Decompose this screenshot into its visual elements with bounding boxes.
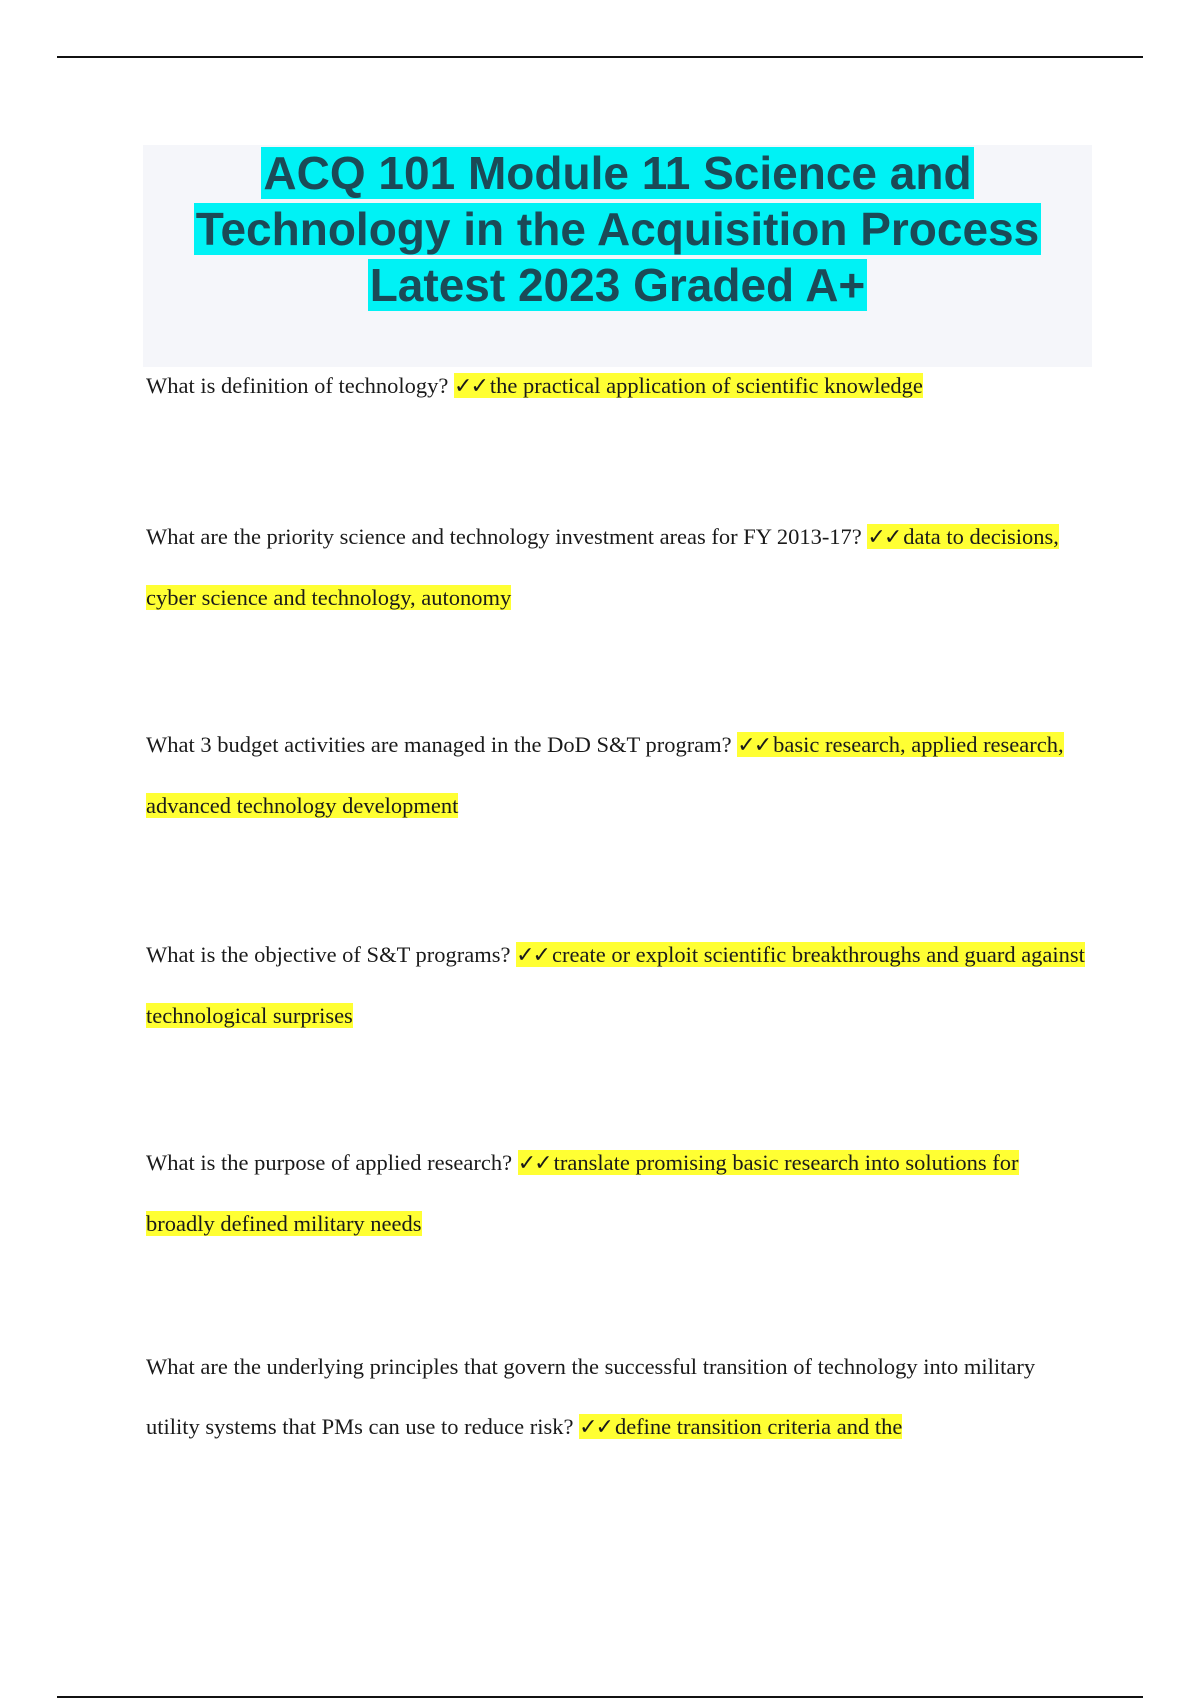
question-text: What is the objective of S&T programs? <box>146 942 511 967</box>
answer-text: translate promising basic research into solutions for broadly defined military needs <box>146 1150 1019 1236</box>
double-check-icon: ✓✓ <box>737 733 771 758</box>
qa-item <box>146 925 1086 1046</box>
qa-item <box>146 507 1086 628</box>
qa-item <box>146 1337 1086 1458</box>
double-check-icon: ✓✓ <box>454 374 487 399</box>
answer-highlight <box>579 1414 902 1439</box>
double-check-icon: ✓✓ <box>867 525 901 550</box>
question-text: What is the purpose of applied research? <box>146 1150 513 1175</box>
top-rule <box>57 56 1143 58</box>
double-check-icon: ✓✓ <box>579 1415 612 1440</box>
qa-item <box>146 356 1086 417</box>
question-text: What are the priority science and technology investment areas for FY 2013-17? <box>146 524 862 549</box>
double-check-icon: ✓✓ <box>516 943 549 968</box>
title-block <box>143 145 1092 367</box>
answer-text: the practical application of scientific knowledge <box>489 373 923 398</box>
question-text: What is definition of technology? <box>146 373 449 398</box>
question-text: What are the underlying principles that govern the successful transition of technology into military utility systems that PMs can use to reduce risk? <box>146 1354 1036 1439</box>
bottom-rule <box>57 1696 1143 1698</box>
qa-item <box>146 1133 1086 1254</box>
question-text: What 3 budget activities are managed in the DoD S&T program? <box>146 732 732 757</box>
document-title: ACQ 101 Module 11 Science and Technology in the Acquisition Process Latest 2023 Graded A+ <box>195 147 1040 311</box>
qa-item <box>146 715 1086 836</box>
answer-text: create or exploit scientific breakthroughs and guard against technological surprises <box>146 942 1085 1028</box>
double-check-icon: ✓✓ <box>517 1151 551 1176</box>
answer-text: basic research, applied research, advanced technology development <box>146 732 1064 818</box>
answer-highlight <box>454 373 923 398</box>
answer-text: data to decisions, cyber science and technology, autonomy <box>146 524 1059 610</box>
answer-text: define transition criteria and the <box>614 1414 903 1439</box>
